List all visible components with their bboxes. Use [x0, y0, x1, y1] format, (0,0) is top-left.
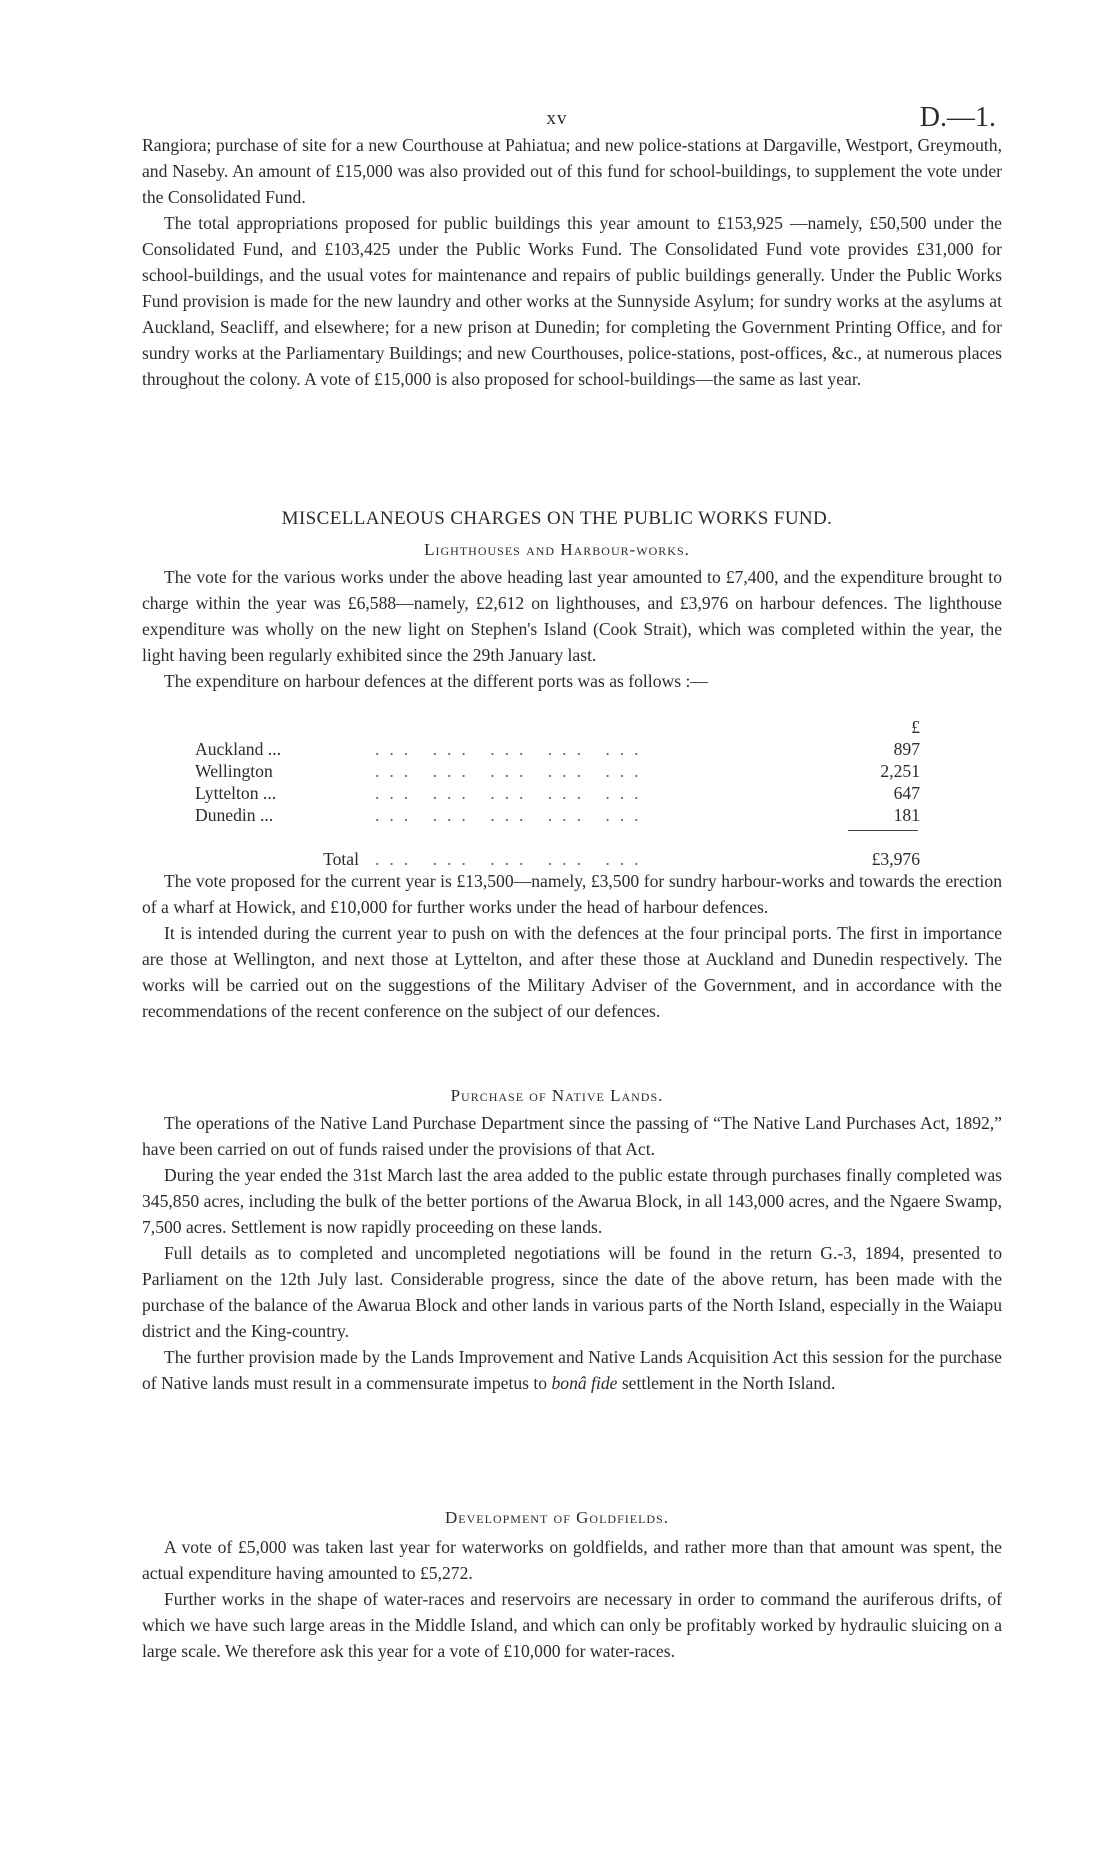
paragraph-further-provision: The further provision made by the Lands Improvement and Native Lands Acquisition Act this session for the purchase of Native lands must result in a commensurate impetus to bonâ fide settlement in the North Island. — [142, 1347, 1002, 1393]
paragraph-current-vote: The vote proposed for the current year is £13,500—namely, £3,500 for sundry harbour-works and towards the erection of a wharf at Howick, and £10,000 for further works under the head of harbour defences. — [142, 871, 1002, 917]
port-amount: 897 — [893, 739, 920, 759]
paragraph-native-land-operations: The operations of the Native Land Purchase Department since the passing of “The Native Land Purchases Act, 1892,” have been carried on out of funds raised under the provisions of that Act. — [142, 1113, 1002, 1159]
subheading-goldfields: Development of Goldfields. — [445, 1508, 669, 1527]
harbour-defences-table — [195, 716, 920, 870]
subheading-native-lands: Purchase of Native Lands. — [450, 1086, 664, 1105]
table-row — [195, 782, 920, 804]
body-text-goldfields — [142, 1534, 1002, 1664]
body-text-harbour — [142, 868, 1002, 1024]
port-name: Auckland ... — [195, 739, 281, 759]
body-text-native-lands — [142, 1110, 1002, 1396]
port-name: Wellington — [195, 761, 273, 781]
table-header-row — [195, 716, 920, 738]
table-row — [195, 760, 920, 782]
dot-leader: ... ... ... ... ... — [375, 783, 649, 803]
paragraph-area-added: During the year ended the 31st March last the area added to the public estate through purchases finally completed was 345,850 acres, including the bulk of the better portions of the Awarua Block, in all 143,000 acres, and the Ngaere Swamp, 7,500 acres. Settlement is now rapidly proceeding on these lands. — [142, 1165, 1002, 1237]
port-amount: 181 — [893, 805, 920, 825]
page-number: xv — [546, 108, 568, 129]
total-rule — [848, 830, 918, 831]
port-name: Lyttelton ... — [195, 783, 277, 803]
port-name: Dunedin ... — [195, 805, 274, 825]
body-text-lighthouses — [142, 564, 1002, 694]
subheading-lighthouses: Lighthouses and Harbour-works. — [424, 540, 690, 559]
dot-leader: ... ... ... ... ... — [375, 805, 649, 825]
dot-leader: ... ... ... ... ... — [375, 739, 649, 759]
paragraph-water-races: Further works in the shape of water-races and reservoirs are necessary in order to command the auriferous drifts, of which we have such large areas in the Middle Island, and which can only be profitably worked by hydraulic sluicing on a large scale. We therefore ask this year for a vote of £10,000 for water-races. — [142, 1589, 1002, 1661]
table-row — [195, 738, 920, 760]
dot-leader: ... ... ... ... ... — [375, 849, 649, 869]
table-total-row — [195, 848, 920, 870]
table-row — [195, 804, 920, 826]
paragraph-intro: Rangiora; purchase of site for a new Courthouse at Pahiatua; and new police-stations at Dargaville, Westport, Greymouth, and Naseby. An amount of £15,000 was also provided out of this fund for school-buildings, to supplement the vote under the Consolidated Fund. — [142, 135, 1002, 207]
currency-symbol: £ — [911, 717, 920, 737]
port-amount: 2,251 — [880, 761, 920, 781]
paragraph-lighthouse-vote: The vote for the various works under the above heading last year amounted to £7,400, and the expenditure brought to charge within the year was £6,588—namely, £2,612 on lighthouses, and £3,976 on harbour defences. The lighthouse expenditure was wholly on the new light on Stephen's Island (Cook Strait), which was completed within the year, the light having been regularly exhibited since the 29th January last. — [142, 567, 1002, 665]
paragraph-negotiations: Full details as to completed and uncompleted negotiations will be found in the return G.-3, 1894, presented to Parliament on the 12th July last. Considerable progress, since the date of the above return, has been made with the purchase of the balance of the Awarua Block and other lands in various parts of the North Island, especially in the Waiapu district and the King-country. — [142, 1243, 1002, 1341]
port-amount: 647 — [893, 783, 920, 803]
italic-bona-fide: bonâ fide — [551, 1373, 618, 1393]
body-text-top — [142, 132, 1002, 392]
paragraph-harbour-defences-intro: The expenditure on harbour defences at the different ports was as follows :— — [164, 671, 708, 691]
paragraph-defences-plan: It is intended during the current year to push on with the defences at the four principal ports. The first in importance are those at Wellington, and next those at Lyttelton, and after these those at Auckland and Dunedin respectively. The works will be carried out on the suggestions of the Military Adviser of the Government, and in accordance with the recommendations of the recent conference on the subject of our defences. — [142, 923, 1002, 1021]
heading-miscellaneous-charges: MISCELLANEOUS CHARGES ON THE PUBLIC WORKS FUND. — [281, 508, 833, 529]
document-reference: D.—1. — [919, 102, 996, 133]
total-label: Total — [323, 849, 359, 869]
paragraph-total-appropriations: The total appropriations proposed for public buildings this year amount to £153,925 —namely, £50,500 under the Consolidated Fund, and £103,425 under the Public Works Fund. The Consolidated Fund vote provides £31,000 for school-buildings, and the usual votes for maintenance and repairs of public buildings generally. Under the Public Works Fund provision is made for the new laundry and other works at the Sunnyside Asylum; for sundry works at the asylums at Auckland, Seacliff, and elsewhere; for a new prison at Dunedin; for completing the Government Printing Office, and for sundry works at the Parliamentary Buildings; and new Courthouses, police-stations, post-offices, &c., at numerous places throughout the colony. A vote of £15,000 is also proposed for school-buildings—the same as last year. — [142, 213, 1002, 389]
paragraph-waterworks-vote: A vote of £5,000 was taken last year for waterworks on goldfields, and rather more than that amount was spent, the actual expenditure having amounted to £5,272. — [142, 1537, 1002, 1583]
total-amount: £3,976 — [871, 849, 920, 869]
dot-leader: ... ... ... ... ... — [375, 761, 649, 781]
